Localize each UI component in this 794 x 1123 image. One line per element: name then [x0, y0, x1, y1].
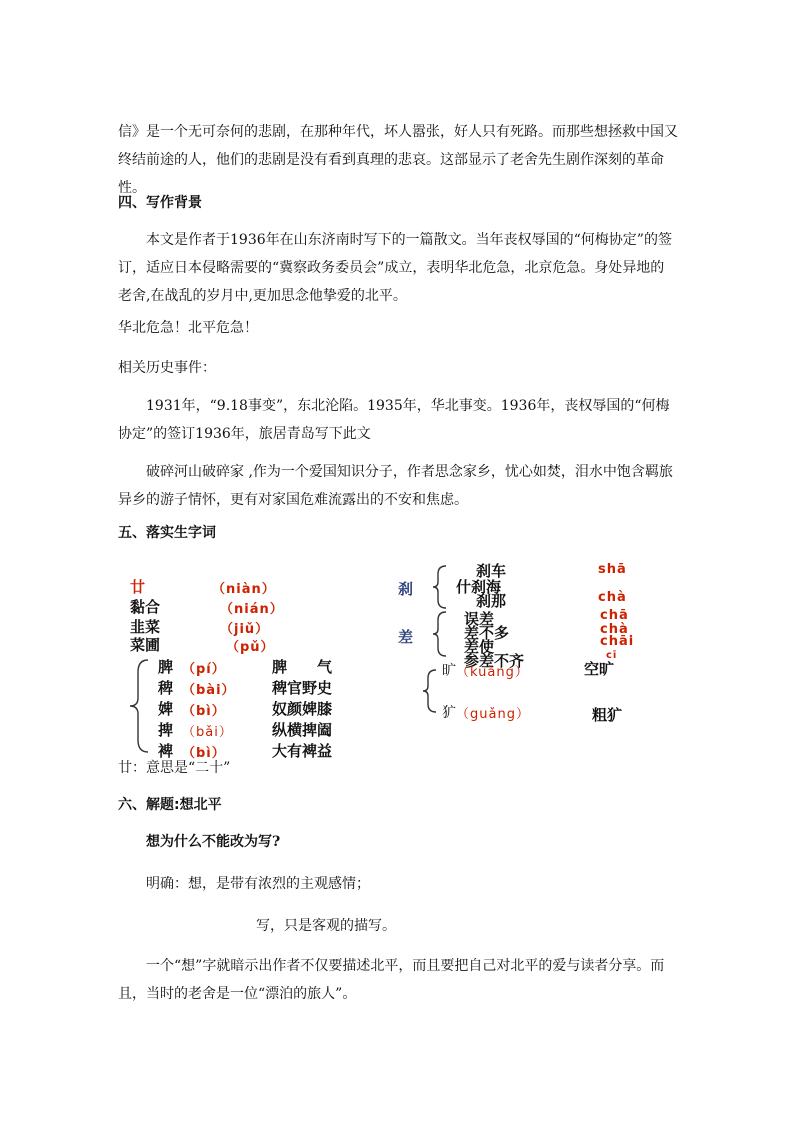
nian-note: 廿：意思是“二十”: [118, 760, 231, 776]
vocab-pinyin-bi1: （bì）: [182, 704, 226, 719]
kuang-brace: [422, 668, 438, 714]
vocab-pinyin-bi2: （bì）: [182, 746, 226, 761]
vocab-char-jiucai: 韭菜: [130, 618, 161, 636]
vocab-reading-cha4b: chà: [600, 622, 629, 637]
vocab-pinyin-nian: （niàn）: [212, 582, 276, 597]
vocab-word-kongkuang: 空旷: [584, 660, 615, 678]
answer-line-1: 明确：想，是带有浓烈的主观感情；: [146, 876, 370, 892]
vocab-word-piqi: 脾 气: [272, 658, 333, 676]
vocab-char-kuang: 旷: [442, 663, 456, 679]
vocab-word-wucha: 误差: [464, 610, 495, 628]
section6-heading: 六、解题:想北平: [118, 797, 222, 813]
vocab-char-bai: 稗: [158, 679, 174, 697]
answer-line-2: 写，只是客观的描写。: [256, 918, 396, 934]
vocab-pinyin-pi: （pí）: [182, 662, 226, 677]
conclusion-paragraph: 一个“想”字就暗示出作者不仅要描述北平，而且要把自己对北平的爱与读者分享。而且，当时的老舍是一位“漂泊的旅人”。: [118, 958, 665, 1002]
vocab-pinyin-guang: （guǎng）: [456, 707, 530, 722]
vocab-pinyin-kuang: （kuàng）: [456, 665, 529, 680]
events-paragraph: 1931年，“9.18事变”，东北沦陷。1935年，华北事变。1936年，丧权辱国的“何梅协定”的签订1936年，旅居青岛写下此文: [118, 398, 670, 442]
intro-paragraph: 信》是一个无可奈何的悲剧，在那种年代，坏人嚣张，好人只有死路。而那些想拯救中国又终结前途的人，他们的悲剧是没有看到真理的悲哀。这部显示了老舍先生剧作深刻的革命性。: [118, 124, 678, 196]
vocab-word-baiguan: 稗官野史: [272, 679, 333, 697]
bi-brace: [128, 658, 150, 754]
emotion-paragraph: 破碎河山破碎家 ,作为一个爱国知识分子，作者思念家乡，忧心如焚，泪水中饱含羁旅异乡的游子情怀，更有对家国危难流露出的不安和焦虑。: [118, 464, 673, 508]
vocab-word-shichahai: 什刹海: [456, 578, 502, 596]
vocab-word-cenci: 参差不齐: [464, 652, 525, 670]
vocab-figure: [120, 562, 680, 762]
vocab-char-nianhe: 黏合: [130, 598, 161, 616]
vocab-pinyin-bai3: （bǎi）: [182, 725, 233, 740]
vocab-char-bi1: 婢: [158, 700, 174, 718]
cha-brace: [432, 610, 448, 658]
vocab-word-chashi: 差使: [464, 638, 495, 656]
vocab-word-zongheng: 纵横捭阖: [272, 721, 333, 739]
question-line: 想为什么不能改为写?: [146, 834, 281, 850]
section4-heading: 四、写作背景: [118, 195, 202, 211]
vocab-char-bi2: 裨: [158, 742, 174, 760]
vocab-pinyin-nianhe: （nián）: [220, 602, 284, 617]
vocab-word-nuyan: 奴颜婢膝: [272, 700, 333, 718]
vocab-pinyin-jiucai: （jiǔ）: [220, 622, 270, 637]
section5-heading: 五、落实生字词: [118, 525, 216, 541]
vocab-reading-chai: chāi: [600, 634, 635, 649]
vocab-word-cuguang: 粗犷: [592, 706, 623, 724]
vocab-word-dayou: 大有裨益: [272, 742, 333, 760]
events-label: 相关历史事件：: [118, 360, 216, 376]
background-paragraph: 本文是作者于1936年在山东济南时写下的一篇散文。当年丧权辱国的“何梅协定”的签订，适应日本侵略需要的“冀察政务委员会”成立，表明华北危急，北京危急。身处异地的老舍,在战乱的岁月中,更加思念他挚爱的北平。: [118, 232, 672, 304]
vocab-char-bai3: 捭: [158, 721, 174, 739]
crisis-line: 华北危急！北平危急！: [118, 320, 258, 336]
vocab-reading-sha: shā: [598, 562, 627, 577]
vocab-root-sha: 刹: [398, 580, 414, 598]
vocab-pinyin-bai: （bài）: [182, 683, 236, 698]
vocab-root-cha: 差: [398, 628, 414, 646]
vocab-word-shache: 刹车: [476, 562, 507, 580]
sha-brace: [432, 564, 448, 610]
vocab-char-caipu: 菜圃: [130, 636, 161, 654]
vocab-pinyin-caipu: （pǔ）: [226, 640, 275, 655]
vocab-word-chabuduo: 差不多: [464, 624, 510, 642]
vocab-reading-ci: cī: [606, 650, 618, 661]
vocab-reading-cha1: chā: [600, 608, 629, 623]
vocab-word-chana: 刹那: [476, 592, 507, 610]
vocab-reading-cha4: chà: [598, 590, 627, 605]
vocab-char-pi: 脾: [158, 658, 174, 676]
vocab-char-nian: 廿: [130, 578, 146, 596]
vocab-char-guang: 犷: [442, 705, 456, 721]
